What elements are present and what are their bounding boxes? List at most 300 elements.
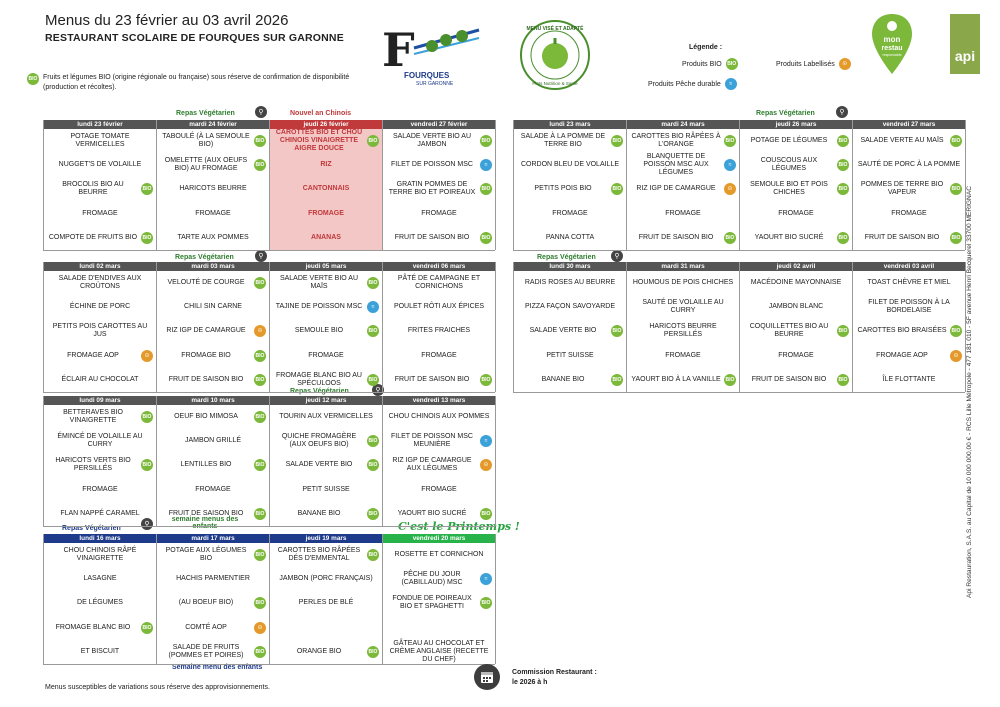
day-column [627, 120, 740, 250]
menu-item [44, 153, 156, 177]
menu-item [157, 453, 269, 477]
bio-icon: BIO [950, 232, 962, 244]
menu-item [157, 129, 269, 153]
bio-icon: BIO [367, 508, 379, 520]
day-header: vendredi 13 mars [383, 396, 495, 405]
menu-item [157, 153, 269, 177]
menu-item-text: POMMES DE TERRE BIO VAPEUR [860, 181, 944, 197]
menu-item [44, 226, 156, 250]
menu-item-text: YAOURT BIO À LA VANILLE [631, 375, 721, 383]
label-icon: ☉ [141, 350, 153, 362]
menu-item [270, 543, 382, 567]
bio-icon: BIO [367, 135, 379, 147]
menu-item-text: TOAST CHÈVRE ET MIEL [867, 279, 951, 287]
menu-item [383, 502, 495, 526]
menu-item-text: PETITS POIS CAROTTES AU JUS [52, 323, 148, 339]
menu-item-text: FROMAGE [308, 209, 344, 217]
label-icon: ☉ [839, 58, 851, 70]
menu-item [44, 319, 156, 343]
day-header: lundi 23 février [44, 120, 156, 129]
menu-item-text: MACÉDOINE MAYONNAISE [750, 279, 842, 287]
menu-item [270, 405, 382, 429]
menu-item-text: FONDUE DE POIREAUX BIO ET SPAGHETTI [392, 595, 472, 611]
menu-item-text: FROMAGE AOP [876, 351, 928, 359]
enfants-label: semaine menus des enfants [171, 516, 239, 530]
menu-item-text: COUSCOUS AUX LÉGUMES [760, 157, 818, 173]
veg-label: Repas Végétarien [537, 254, 596, 261]
menu-item [44, 567, 156, 591]
menu-item-text: FLAN NAPPÉ CARAMEL [60, 509, 140, 517]
menu-item-text: JAMBON BLANC [768, 303, 824, 311]
day-column [383, 534, 496, 664]
week-grid-mar23 [513, 120, 965, 251]
menu-item-text: FRUIT DE SAISON BIO [394, 233, 470, 241]
veg-label: Repas Végétarien [756, 110, 815, 117]
api-logo: api [950, 14, 980, 74]
menu-item-text: OMELETTE (AUX OEUFS BIO) AU FROMAGE [164, 157, 248, 173]
menu-item [740, 153, 852, 177]
day-column [157, 120, 270, 250]
week-grid-mar16 [43, 534, 495, 665]
menu-item [270, 129, 382, 153]
day-header: mardi 31 mars [627, 262, 739, 271]
svg-text:F: F [382, 23, 415, 77]
menu-item-text: QUICHE FROMAGÈRE (AUX OEUFS BIO) [281, 433, 357, 449]
menu-item [44, 543, 156, 567]
menu-item [270, 502, 382, 526]
menu-item-text: SAUTÉ DE VOLAILLE AU CURRY [642, 299, 724, 315]
menu-item-text: CHILI SIN CARNE [184, 303, 242, 311]
menu-item [270, 226, 382, 250]
menu-item [157, 295, 269, 319]
bio-icon: BIO [254, 646, 266, 658]
menu-item-text: COMTÉ AOP [185, 623, 227, 631]
vegetarian-icon: ⚲ [255, 106, 267, 118]
menu-item [514, 368, 626, 392]
week-grid-mar02 [43, 262, 495, 393]
menu-item [383, 640, 495, 664]
vegetarian-icon: ⚲ [611, 250, 623, 262]
day-header: mardi 10 mars [157, 396, 269, 405]
fish-icon: ≈ [725, 78, 737, 90]
menu-item-text: JAMBON GRILLÉ [184, 437, 241, 445]
bio-icon: BIO [480, 508, 492, 520]
menu-item-text: NUGGET'S DE VOLAILLE [58, 161, 142, 169]
menu-item [157, 640, 269, 664]
day-column [627, 262, 740, 392]
vegetarian-icon: ⚲ [141, 518, 153, 530]
menu-item-text: POTAGE AUX LÉGUMES BIO [165, 547, 247, 563]
bio-icon: BIO [254, 350, 266, 362]
menu-item-text: SAUTÉ DE PORC À LA POMME [857, 161, 961, 169]
menu-item-text: BETTERAVES BIO VINAIGRETTE [63, 409, 123, 425]
menu-item [270, 640, 382, 664]
menu-item-text: FROMAGE [421, 209, 457, 217]
menu-item [157, 567, 269, 591]
bio-icon: BIO [480, 232, 492, 244]
menu-item [627, 344, 739, 368]
menu-item [383, 153, 495, 177]
menu-item [514, 271, 626, 295]
bio-icon: BIO [724, 374, 736, 386]
veg-label: Repas Végétarien [62, 525, 121, 532]
menu-item-text: FROMAGE AOP [67, 351, 119, 359]
menu-item [383, 567, 495, 591]
menu-item [627, 153, 739, 177]
menu-item [627, 368, 739, 392]
menu-item [44, 177, 156, 201]
menu-item-text: SALADE VERTE BIO [285, 461, 353, 469]
menu-item [157, 502, 269, 526]
bio-icon: BIO [254, 597, 266, 609]
svg-text:responsable: responsable [882, 53, 902, 57]
menu-item [383, 368, 495, 392]
menu-item-text: DE LÉGUMES [77, 599, 123, 607]
menu-item [853, 271, 965, 295]
day-column [44, 396, 157, 526]
menu-item-text: RIZ IGP DE CAMARGUE AUX LÉGUMES [392, 457, 472, 473]
day-column [44, 534, 157, 664]
day-column [270, 534, 383, 664]
day-header: vendredi 20 mars [383, 534, 495, 543]
page-subtitle: RESTAURANT SCOLAIRE DE FOURQUES SUR GARONNE [45, 32, 344, 44]
day-header: mardi 03 mars [157, 262, 269, 271]
menu-item-text: FRUIT DE SAISON BIO [751, 375, 827, 383]
menu-item-text: FROMAGE [421, 485, 457, 493]
bio-icon: BIO [611, 135, 623, 147]
menu-item-text: BLANQUETTE DE POISSON MSC AUX LÉGUMES [643, 153, 709, 177]
menu-item-text: (AU BOEUF BIO) [178, 599, 234, 607]
menu-item [514, 319, 626, 343]
menu-item [514, 153, 626, 177]
bio-icon: BIO [367, 646, 379, 658]
menu-item [383, 616, 495, 640]
printemps-label: C'est le Printemps ! [398, 520, 520, 533]
day-header: lundi 09 mars [44, 396, 156, 405]
menu-item-text: BROCOLIS BIO AU BEURRE [62, 181, 124, 197]
menu-item-text: CAROTTES BIO RÂPÉES À L'ORANGE [631, 133, 721, 149]
menu-item-text: ÉCLAIR AU CHOCOLAT [61, 375, 139, 383]
menu-item-text: RIZ IGP DE CAMARGUE [636, 185, 716, 193]
menu-item-text: TOURIN AUX VERMICELLES [279, 413, 373, 421]
menu-item [627, 295, 739, 319]
menu-item [44, 591, 156, 615]
day-header: vendredi 27 mars [853, 120, 965, 129]
legend-title: Légende : [689, 44, 723, 51]
menu-item-text: FRUIT DE SAISON BIO [638, 233, 714, 241]
day-column [44, 120, 157, 250]
menu-item [44, 129, 156, 153]
menu-item [270, 368, 382, 392]
fourques-logo [374, 18, 484, 86]
menu-item-text: SALADE VERTE AU MAÏS [860, 137, 944, 145]
menu-item [270, 153, 382, 177]
menu-item-text: ORANGE BIO [296, 647, 342, 655]
menu-item-text: RIZ IGP DE CAMARGUE [166, 327, 246, 335]
bio-icon: BIO [254, 411, 266, 423]
svg-text:Plats Nutrition & Santé: Plats Nutrition & Santé [532, 81, 578, 86]
menu-item-text: TAJINE DE POISSON MSC [275, 303, 363, 311]
menu-item [383, 478, 495, 502]
week-grid-mar30 [513, 262, 965, 393]
menu-item [853, 153, 965, 177]
menu-item [853, 177, 965, 201]
menu-item-text: RIZ [320, 161, 332, 169]
day-column [853, 120, 966, 250]
bio-icon: BIO [254, 549, 266, 561]
bio-icon: BIO [480, 135, 492, 147]
menu-item [853, 295, 965, 319]
menu-item [157, 478, 269, 502]
bio-icon: BIO [837, 159, 849, 171]
menu-item [270, 344, 382, 368]
vegetarian-icon: ⚲ [836, 106, 848, 118]
menu-item [44, 478, 156, 502]
menu-item [44, 295, 156, 319]
menu-item [157, 271, 269, 295]
fish-icon: ≈ [480, 573, 492, 585]
menu-item [740, 319, 852, 343]
bio-icon: BIO [367, 277, 379, 289]
menu-item-text: PETITS POIS BIO [534, 185, 592, 193]
menu-item [270, 591, 382, 615]
day-column [383, 262, 496, 392]
menu-item-text: FROMAGE [308, 351, 344, 359]
svg-text:MENU VISÉ ET ADAPTÉ: MENU VISÉ ET ADAPTÉ [526, 26, 584, 32]
bio-icon: BIO [480, 183, 492, 195]
menu-item-text: SALADE VERTE BIO AU MAÏS [279, 275, 359, 291]
menu-item-text: VELOUTÉ DE COURGE [167, 279, 245, 287]
bio-icon: BIO [480, 374, 492, 386]
menu-item [270, 453, 382, 477]
bio-icon: BIO [480, 597, 492, 609]
menu-item [383, 453, 495, 477]
menu-item [383, 429, 495, 453]
menu-item [627, 271, 739, 295]
day-header: mardi 17 mars [157, 534, 269, 543]
menu-item-text: ÎLE FLOTTANTE [882, 375, 936, 383]
menu-item [44, 640, 156, 664]
menu-item-text: BANANE BIO [297, 509, 341, 517]
menu-item [157, 616, 269, 640]
menu-item [270, 319, 382, 343]
menu-item [853, 129, 965, 153]
menu-item-text: PÊCHE DU JOUR (CABILLAUD) MSC [401, 571, 463, 587]
menu-item-text: GÂTEAU AU CHOCOLAT ET CRÈME ANGLAISE (RECETTE DU CHEF) [389, 639, 489, 663]
legend-bio: Produits BIO BIO [682, 58, 738, 70]
day-column [383, 396, 496, 526]
menu-item [383, 319, 495, 343]
mon-restau-responsable-logo [870, 12, 914, 76]
menu-item-text: YAOURT BIO SUCRÉ [754, 233, 824, 241]
menu-item [157, 368, 269, 392]
commission-restaurant: Commission Restaurant : le 2026 à h [512, 669, 597, 686]
menu-item-text: LENTILLES BIO [180, 461, 232, 469]
menu-item [514, 129, 626, 153]
menu-item-text: RADIS ROSES AU BEURRE [524, 279, 616, 287]
menu-item [157, 177, 269, 201]
menu-item [627, 129, 739, 153]
bio-icon: BIO [254, 459, 266, 471]
bio-icon: BIO [950, 325, 962, 337]
menu-item-text: FRUIT DE SAISON BIO [864, 233, 940, 241]
bio-icon: BIO [837, 232, 849, 244]
menu-item-text: PANNA COTTA [545, 233, 595, 241]
menu-item-text: CAROTTES BIO BRAISÉES [857, 327, 947, 335]
menu-item-text: FROMAGE [665, 351, 701, 359]
label-icon: ☉ [254, 325, 266, 337]
label-icon: ☉ [950, 350, 962, 362]
day-column [270, 396, 383, 526]
menu-item [44, 502, 156, 526]
menu-item [157, 202, 269, 226]
day-header: mardi 24 mars [627, 120, 739, 129]
menu-item [270, 202, 382, 226]
menu-item [383, 543, 495, 567]
bio-icon: BIO [367, 325, 379, 337]
bio-icon: BIO [254, 374, 266, 386]
menu-item-text: GRATIN POMMES DE TERRE BIO ET POIREAUX [388, 181, 476, 197]
menu-item-text: PÂTÉ DE CAMPAGNE ET CORNICHONS [397, 275, 481, 291]
menu-item [514, 295, 626, 319]
menu-item [383, 405, 495, 429]
bio-icon: BIO [837, 135, 849, 147]
day-header: lundi 02 mars [44, 262, 156, 271]
bio-icon: BIO [611, 374, 623, 386]
svg-text:mon: mon [883, 35, 901, 44]
menu-item-text: CANTONNAIS [302, 185, 350, 193]
footer-note: Menus susceptibles de variations sous réserve des approvisionnements. [45, 684, 270, 691]
legend-msc: Produits Pêche durable ≈ [648, 78, 737, 90]
menu-item-text: ET BISCUIT [80, 647, 120, 655]
menu-item [383, 295, 495, 319]
vegetarian-icon: ⚲ [372, 384, 384, 396]
menu-item [44, 453, 156, 477]
menu-item [514, 344, 626, 368]
menu-item-text: FROMAGE [421, 351, 457, 359]
day-column [270, 120, 383, 250]
menu-item-text: TARTE AUX POMMES [177, 233, 249, 241]
menu-item-text: ÉCHINE DE PORC [69, 303, 131, 311]
vegetarian-icon: ⚲ [255, 250, 267, 262]
menu-item-text: SALADE VERTE BIO [529, 327, 597, 335]
menu-item [270, 429, 382, 453]
menu-item-text: ÉMINCÉ DE VOLAILLE AU CURRY [57, 433, 143, 449]
bio-icon: BIO [950, 135, 962, 147]
fish-icon: ≈ [480, 435, 492, 447]
menu-item-text: BANANE BIO [541, 375, 585, 383]
nouvel-an-label: Nouvel an Chinois [290, 110, 352, 117]
menu-item-text: POTAGE DE LÉGUMES [750, 137, 828, 145]
bio-icon: BIO [254, 277, 266, 289]
menu-item [740, 344, 852, 368]
bio-icon: BIO [141, 183, 153, 195]
menu-item [383, 202, 495, 226]
menu-item [740, 226, 852, 250]
menu-item-text: FROMAGE [82, 485, 118, 493]
menu-item [627, 226, 739, 250]
day-column [514, 262, 627, 392]
bio-icon: BIO [950, 183, 962, 195]
bio-icon: BIO [141, 411, 153, 423]
week-grid-feb [43, 120, 495, 251]
day-header: jeudi 19 mars [270, 534, 382, 543]
bio-icon: BIO [367, 549, 379, 561]
day-column [157, 534, 270, 664]
menu-item [44, 271, 156, 295]
menu-item-text: TABOULÉ (À LA SEMOULE BIO) [162, 133, 250, 149]
day-column [853, 262, 966, 392]
menu-item [157, 429, 269, 453]
day-column [44, 262, 157, 392]
menu-item [383, 591, 495, 615]
menu-item [157, 543, 269, 567]
menu-item-text: PETIT SUISSE [302, 485, 350, 493]
menu-item-text: FROMAGE [665, 209, 701, 217]
bio-icon: BIO [367, 459, 379, 471]
menu-item [383, 177, 495, 201]
menu-item-text: FRUIT DE SAISON BIO [168, 375, 244, 383]
bio-icon: BIO [611, 183, 623, 195]
menu-item [270, 478, 382, 502]
svg-text:restau: restau [881, 45, 903, 52]
menu-item-text: FROMAGE BIO [181, 351, 231, 359]
svg-text:SUR GARONNE: SUR GARONNE [416, 81, 454, 86]
menu-item [270, 616, 382, 640]
menu-item-text: HARICOTS BEURRE PERSILLÉS [649, 323, 717, 339]
menu-item-text: FROMAGE [195, 485, 231, 493]
menu-item-text: SEMOULE BIO ET POIS CHICHES [750, 181, 828, 197]
menu-item-text: YAOURT BIO SUCRÉ [397, 509, 467, 517]
day-header: jeudi 26 mars [740, 120, 852, 129]
day-column [157, 396, 270, 526]
bio-icon: BIO [837, 325, 849, 337]
day-column [740, 120, 853, 250]
menu-item [44, 405, 156, 429]
day-column [270, 262, 383, 392]
menu-item-text: PIZZA FAÇON SAVOYARDE [525, 303, 615, 311]
menu-item [627, 202, 739, 226]
menu-item-text: HARICOTS VERTS BIO PERSILLÉS [55, 457, 131, 473]
menu-item-text: FRITES FRAICHES [407, 327, 471, 335]
bio-icon: BIO [837, 183, 849, 195]
day-header: jeudi 26 février [270, 120, 382, 129]
menu-item-text: LASAGNE [83, 575, 117, 583]
menu-item [514, 177, 626, 201]
menu-item [383, 271, 495, 295]
menu-item-text: FILET DE POISSON MSC [391, 161, 473, 169]
menu-item [514, 226, 626, 250]
menu-item [44, 616, 156, 640]
day-header: lundi 23 mars [514, 120, 626, 129]
legend-label: Produits Labellisés ☉ [776, 58, 851, 70]
menu-item [270, 295, 382, 319]
menu-item-text: SALADE D'ENDIVES AUX CROÛTONS [58, 275, 142, 291]
day-header: jeudi 05 mars [270, 262, 382, 271]
bio-icon: BIO [141, 459, 153, 471]
bio-icon: BIO [837, 374, 849, 386]
menu-item [740, 177, 852, 201]
calendar-icon [474, 664, 500, 690]
menu-item-text: FROMAGE [195, 209, 231, 217]
bio-icon: BIO [141, 232, 153, 244]
menu-item [627, 177, 739, 201]
day-header: jeudi 02 avril [740, 262, 852, 271]
menu-item [853, 368, 965, 392]
menu-item [740, 368, 852, 392]
fish-icon: ≈ [724, 159, 736, 171]
menu-item [383, 344, 495, 368]
